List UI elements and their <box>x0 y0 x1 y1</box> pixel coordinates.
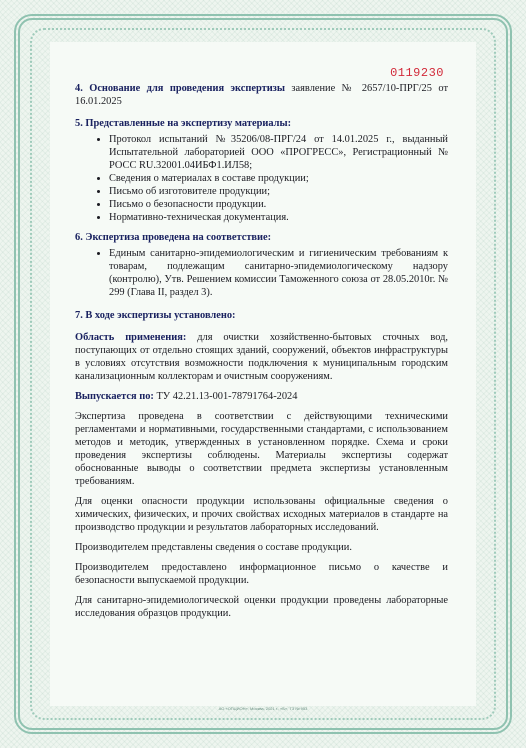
document-content <box>75 60 448 627</box>
list-item: • Нормативно-техническая документация. <box>109 211 448 224</box>
list-item: • Письмо о безопасности продукции. <box>109 198 448 211</box>
section-4-text: заявление № 2657/10-ПРГ/25 от 16.01.2025 <box>75 83 448 107</box>
issued-by-text: ТУ 42.21.13-001-78791764-2024 <box>153 391 298 402</box>
section-7-title: 7. В ходе экспертизы установлено: <box>75 310 236 321</box>
section-5-title: 5. Представленные на экспертизу материалы: <box>75 118 292 129</box>
paragraph: Производителем предоставлено информационное письмо о качестве и безопасности выпускаемой продукции. <box>75 562 448 586</box>
paragraph: Для оценки опасности продукции использованы официальные сведения о химических, физических, и прочих свойствах исходных материалов в стандарте на производство продукции и результатов лабораторных исследований. <box>75 496 448 533</box>
list-item: • Единым санитарно-эпидемиологическим и гигиеническим требованиям к товарам, подлежащим санитарно-эпидемиологическому надзору (контролю), Утв. Решением комиссии Таможенного союза от 28.05.2010г. № 299 (Глава II, раздел 3). <box>109 247 448 299</box>
issued-by-label: Выпускается по: <box>75 391 154 402</box>
application-area <box>75 331 448 383</box>
paragraph: Для санитарно-эпидемиологической оценки продукции проведены лабораторные исследования образцов продукции. <box>75 595 448 619</box>
section-6-title: 6. Экспертиза проведена на соответствие: <box>75 232 272 243</box>
application-area-text: для очистки хозяйственно-бытовых сточных вод, поступающих от отдельно стоящих зданий, сооружений, объектов инфраструктуры в условиях отсутствия возможности подключения к муниципальным городским канализационным коллекторам и очистным сооружениям. <box>75 332 448 382</box>
list-item: • Письмо об изготовителе продукции; <box>109 185 448 198</box>
list-item: • Сведения о материалах в составе продукции; <box>109 172 448 185</box>
section-4 <box>75 82 448 108</box>
application-area-label: Область применения: <box>75 332 187 343</box>
list-item: • Протокол испытаний №35206/08-ПРГ/24 от 14.01.2025 г., выданный Испытательной лабораторией ООО «ПРОГРЕСС», Регистрационный № РОСС RU.32001.04ИБФ1.ИЛ58; <box>109 133 448 172</box>
paragraph: Производителем представлены сведения о составе продукции. <box>75 542 352 553</box>
issued-by <box>75 390 448 403</box>
section-6-list <box>75 247 448 299</box>
print-footer: АО «ОПЦИОН», Москва, 2021 г., «Б», Т3 № 953 <box>218 706 308 711</box>
section-4-label: 4. Основание для проведения экспертизы <box>75 83 285 94</box>
section-5-list <box>75 133 448 224</box>
serial-number: 0119230 <box>390 66 444 80</box>
paragraph: Экспертиза проведена в соответствии с действующими техническими регламентами и нормативными, государственными стандартами, с использованием методов и методик, утвержденных в установленном порядке. Схема и сроки проведения экспертизы соблюдены. Материалы экспертизы содержат обоснованные выводы о соответствии предмета экспертизы установленным требованиям. <box>75 411 448 487</box>
